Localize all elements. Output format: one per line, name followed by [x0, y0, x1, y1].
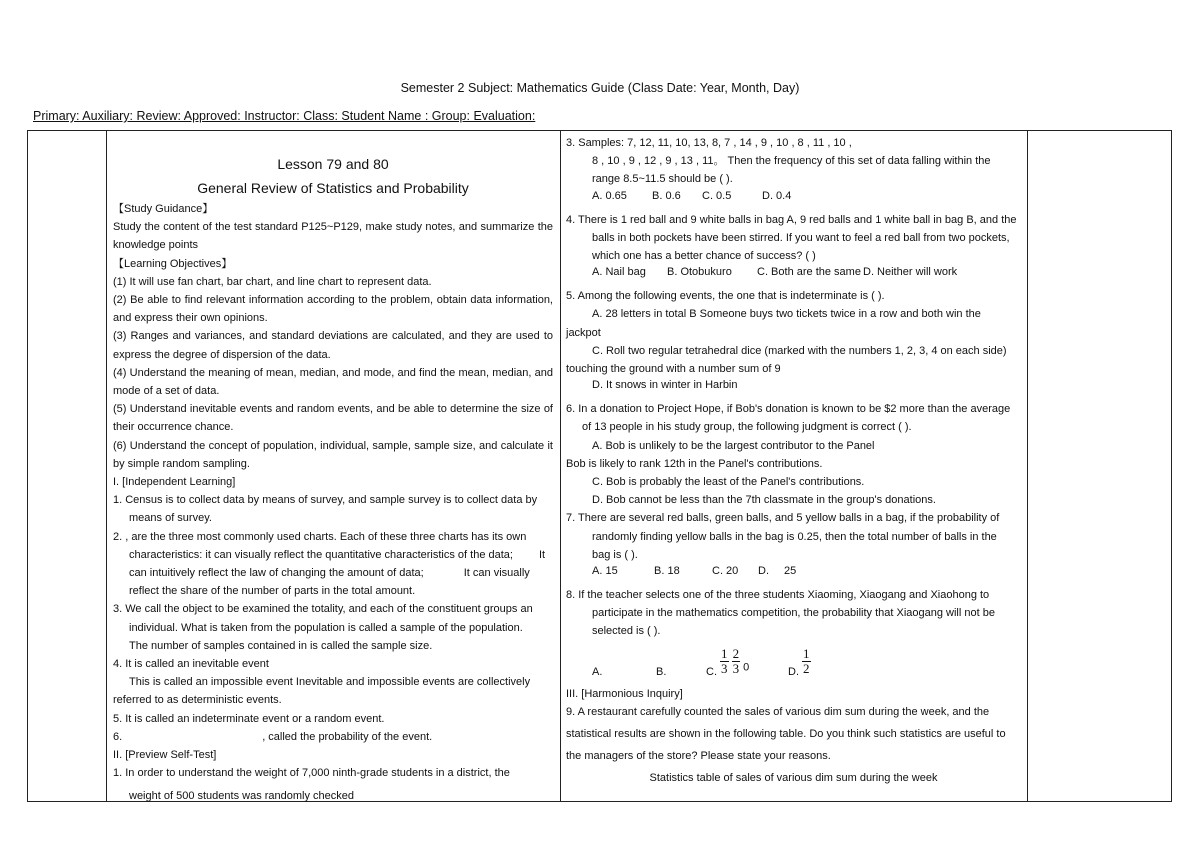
option: B. Otobukuro	[667, 266, 732, 279]
option: C. 0.5	[702, 189, 732, 202]
table-caption: Statistics table of sales of various dim sum during the week	[649, 772, 938, 785]
independent-q4-line: This is called an impossible event Inevitable and impossible events are collectively	[129, 676, 531, 689]
question-8-options	[566, 641, 1021, 685]
fraction-denominator: 2	[803, 660, 810, 676]
column-divider-2	[560, 130, 561, 802]
question-5-line: A. 28 letters in total B Someone buys two tickets twice in a row and both win the	[592, 308, 981, 321]
objective-item: (1) It will use fan chart, bar chart, and line chart to represent data.	[113, 275, 432, 288]
question-8-line: selected is ( ).	[592, 625, 661, 638]
option: C. Both are the same	[757, 266, 861, 279]
independent-learning-heading: I. [Independent Learning]	[113, 476, 236, 489]
option: 25	[784, 565, 797, 578]
question-7-line: 7. There are several red balls, green balls, and 5 yellow balls in a bag, if the probability of	[566, 512, 1000, 525]
option: A. 15	[592, 565, 618, 578]
question-5-line: D. It snows in winter in Harbin	[592, 379, 738, 392]
option: B. 18	[654, 565, 680, 578]
independent-q4-line: referred to as deterministic events.	[113, 694, 282, 707]
independent-q2-line: 2. , are the three most commonly used charts. Each of these three charts has its own	[113, 530, 527, 543]
study-guidance-text: Study the content of the test standard P125~P129, make study notes, and summarize the knowledge points	[113, 221, 553, 252]
option-c-fractions	[720, 647, 749, 677]
question-9-line: 9. A restaurant carefully counted the sales of various dim sum during the week, and the	[566, 705, 990, 718]
column-divider-1	[106, 130, 107, 802]
objective-item: (2) Be able to find relevant information according to the problem, obtain data information, and express their own opinions.	[113, 294, 553, 325]
fraction	[802, 647, 811, 676]
independent-q3-line: 3. We call the object to be examined the totality, and each of the constituent groups an	[113, 603, 533, 616]
question-5-line: jackpot	[566, 326, 601, 339]
question-8-line: participate in the mathematics competition, the probability that Xiaogang will not be	[592, 607, 995, 620]
question-6-line: C. Bob is probably the least of the Panel's contributions.	[592, 476, 865, 489]
objective-item: (5) Understand inevitable events and random events, and be able to determine the size of their occurrence chance.	[113, 403, 553, 434]
question-4-line: which one has a better chance of success? ( )	[592, 250, 816, 263]
independent-q6-line	[113, 728, 553, 746]
independent-q1-line: means of survey.	[129, 512, 212, 525]
objective-item: (4) Understand the meaning of mean, median, and mode, and find the mean, median, and mode of a set of data.	[113, 366, 553, 398]
question-4-line: balls in both pockets have been stirred. If you want to feel a red ball from two pockets,	[592, 231, 1010, 244]
independent-q6-text: , called the probability of the event.	[262, 730, 433, 743]
independent-q2-line	[113, 546, 553, 564]
independent-q2-text: can intuitively reflect the law of changing the amount of data;	[129, 567, 424, 580]
independent-q2-text: characteristics: it can visually reflect the quantitative characteristics of the data;	[129, 548, 513, 561]
question-3-line: 8 , 10 , 9 , 12 , 9 , 13 , 11。 Then the frequency of this set of data falling within the	[592, 155, 991, 168]
independent-q6-number: 6.	[113, 730, 123, 743]
fraction-denominator: 3	[721, 660, 728, 676]
option-label: B.	[656, 665, 667, 678]
option-label: C.	[706, 665, 717, 678]
independent-q3-line: individual. What is taken from the population is called a sample of the population.	[129, 621, 523, 634]
option: D. 0.4	[762, 189, 792, 202]
question-9-line: statistical results are shown in the following table. Do you think such statistics are useful to	[566, 728, 1006, 741]
question-6-line: A. Bob is unlikely to be the largest contributor to the Panel	[592, 439, 875, 452]
lesson-column	[113, 134, 553, 805]
document-title: Semester 2 Subject: Mathematics Guide (Class Date: Year, Month, Day)	[400, 81, 800, 95]
option: B. 0.6	[652, 189, 681, 202]
preview-q1-line: weight of 500 students was randomly checked	[129, 789, 355, 802]
question-6-line: Bob is likely to rank 12th in the Panel's contributions.	[566, 457, 823, 470]
independent-q2-line	[113, 564, 553, 582]
preview-heading: II. [Preview Self-Test]	[113, 749, 217, 762]
question-5-line: touching the ground with a number sum of 9	[566, 363, 781, 376]
option: D. Neither will work	[863, 266, 958, 279]
objective-item: (3) Ranges and variances, and standard deviations are calculated, and they are used to express the degree of dispersion of the data.	[113, 330, 553, 361]
preview-q1-line: 1. In order to understand the weight of 7,000 ninth-grade students in a district, the	[113, 767, 510, 780]
question-9-line: the managers of the store? Please state your reasons.	[566, 750, 831, 763]
header-meta-line: Primary: Auxiliary: Review: Approved: Instructor: Class: Student Name : Group: Evaluation:	[33, 109, 536, 123]
independent-q2-tail: It	[538, 548, 546, 561]
independent-q3-line: The number of samples contained in is called the sample size.	[129, 639, 433, 652]
question-3-options	[566, 189, 1021, 203]
option: C. 20	[712, 565, 739, 578]
option: D.	[758, 565, 769, 578]
independent-q2-tail: It can visually	[463, 567, 530, 580]
question-3-line: 3. Samples: 7, 12, 11, 10, 13, 8, 7 , 14 , 9 , 10 , 8 , 11 , 10 ,	[566, 137, 852, 149]
lesson-number: Lesson 79 and 80	[277, 156, 389, 172]
fraction	[732, 647, 741, 676]
question-5-line: 5. Among the following events, the one that is indeterminate is ( ).	[566, 290, 885, 303]
question-4-line: 4. There is 1 red ball and 9 white balls in bag A, 9 red balls and 1 white ball in bag B, and the	[566, 213, 1017, 226]
objectives-heading: 【Learning Objectives】	[113, 257, 233, 270]
lesson-name: General Review of Statistics and Probability	[197, 180, 469, 196]
question-6-line: D. Bob cannot be less than the 7th classmate in the group's donations.	[592, 494, 936, 507]
fraction-extra: 0	[743, 661, 750, 674]
fraction-numerator: 1	[721, 645, 728, 661]
independent-q4-line: 4. It is called an inevitable event	[113, 658, 269, 671]
question-5-line: C. Roll two regular tetrahedral dice (marked with the numbers 1, 2, 3, 4 on each side)	[592, 344, 1007, 357]
option: A. 0.65	[592, 189, 627, 202]
question-6-line: 6. In a donation to Project Hope, if Bob's donation is known to be $2 more than the average	[566, 403, 1011, 416]
option-label: D.	[788, 665, 799, 678]
independent-q1-line: 1. Census is to collect data by means of survey, and sample survey is to collect data by	[113, 494, 538, 507]
fraction	[720, 647, 729, 676]
question-8-line: 8. If the teacher selects one of the three students Xiaoming, Xiaogang and Xiaohong to	[566, 589, 990, 602]
option-label: A.	[592, 665, 603, 678]
fraction-numerator: 1	[803, 645, 810, 661]
question-7-options	[566, 564, 1021, 578]
study-guidance-heading: 【Study Guidance】	[113, 203, 214, 215]
question-7-line: bag is ( ).	[592, 548, 638, 561]
fraction-denominator: 3	[732, 660, 740, 676]
option-d-fraction	[802, 647, 811, 676]
harmonious-heading: III. [Harmonious Inquiry]	[566, 687, 683, 700]
fraction-numerator: 2	[732, 645, 740, 661]
column-divider-3	[1027, 130, 1028, 802]
questions-column	[566, 134, 1021, 788]
option: A. Nail bag	[592, 266, 646, 279]
question-7-line: randomly finding yellow balls in the bag is 0.25, then the total number of balls in the	[592, 530, 997, 543]
independent-q2-line: reflect the share of the number of parts in the total amount.	[129, 585, 416, 598]
question-4-options	[566, 265, 1021, 279]
question-6-line: of 13 people in his study group, the following judgment is correct ( ).	[582, 421, 912, 434]
objective-item: (6) Understand the concept of population, individual, sample, sample size, and calculate it by simple random sampling.	[113, 439, 553, 470]
independent-q5-line: 5. It is called an indeterminate event or a random event.	[113, 712, 385, 725]
question-3-line: range 8.5~11.5 should be ( ).	[592, 173, 733, 186]
